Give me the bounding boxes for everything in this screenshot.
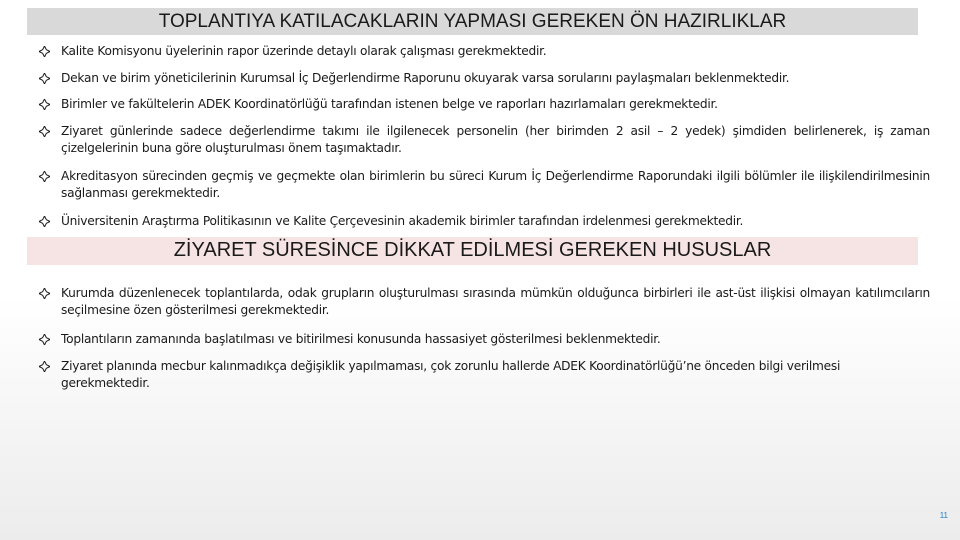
diamond-bullet-icon bbox=[39, 73, 50, 84]
list-item-text: Ziyaret planında mecbur kalınmadıkça değişiklik yapılmaması, çok zorunlu hallerde ADEK Koordinatörlüğü’ne önceden bilgi verilmesi gerekmektedir. bbox=[61, 359, 841, 390]
list-item bbox=[38, 70, 930, 87]
diamond-bullet-icon bbox=[39, 171, 50, 182]
list-item-text: Birimler ve fakültelerin ADEK Koordinatörlüğü tarafından istenen belge ve raporları hazırlamaları gerekmektedir. bbox=[61, 97, 718, 111]
list-item-text: Dekan ve birim yöneticilerinin Kurumsal İç Değerlendirme Raporunu okuyarak varsa sorularını paylaşmaları beklenmektedir. bbox=[61, 71, 790, 85]
diamond-bullet-icon bbox=[39, 99, 50, 110]
list-item bbox=[38, 213, 930, 230]
list-item bbox=[38, 123, 930, 157]
diamond-bullet-icon bbox=[39, 288, 50, 299]
page-number: 11 bbox=[939, 511, 948, 520]
list-item-text: Kalite Komisyonu üyelerinin rapor üzerinde detaylı olarak çalışması gerekmektedir. bbox=[61, 44, 547, 58]
list-item-text: Üniversitenin Araştırma Politikasının ve Kalite Çerçevesinin akademik birimler tarafından irdelenmesi gerekmektedir. bbox=[61, 214, 744, 228]
list-item bbox=[38, 43, 930, 60]
section-heading-visit-considerations: ZİYARET SÜRESİNCE DİKKAT EDİLMESİ GEREKEN HUSUSLAR bbox=[27, 237, 918, 265]
diamond-bullet-icon bbox=[39, 334, 50, 345]
diamond-bullet-icon bbox=[39, 361, 50, 372]
list-item bbox=[38, 358, 930, 392]
list-item-text: Kurumda düzenlenecek toplantılarda, odak grupların oluşturulması sırasında mümkün olduğunca birbirleri ile ast-üst ilişkisi olmayan katılımcıların seçilmesine özen gösterilmesi gerekmektedir. bbox=[61, 286, 930, 317]
list-item-text: Ziyaret günlerinde sadece değerlendirme takımı ile ilgilenecek personelin (her birimden 2 asil – 2 yedek) şimdiden belirlenerek, iş zaman çizelgelerinin buna göre oluşturulması önem taşımaktadır. bbox=[61, 124, 930, 155]
list-item-text: Akreditasyon sürecinden geçmiş ve geçmekte olan birimlerin bu süreci Kurum İç Değerlendirme Raporundaki ilgili bölümler ile ilişkilendirilmesinin sağlanması gerekmektedir. bbox=[61, 169, 930, 200]
section-heading-preparations: TOPLANTIYA KATILACAKLARIN YAPMASI GEREKEN ÖN HAZIRLIKLAR bbox=[27, 8, 918, 35]
list-item bbox=[38, 96, 930, 113]
diamond-bullet-icon bbox=[39, 46, 50, 57]
list-item bbox=[38, 331, 930, 348]
list-item-text: Toplantıların zamanında başlatılması ve bitirilmesi konusunda hassasiyet gösterilmesi beklenmektedir. bbox=[61, 332, 661, 346]
list-item bbox=[38, 285, 930, 319]
list-item bbox=[38, 168, 930, 202]
diamond-bullet-icon bbox=[39, 126, 50, 137]
diamond-bullet-icon bbox=[39, 216, 50, 227]
